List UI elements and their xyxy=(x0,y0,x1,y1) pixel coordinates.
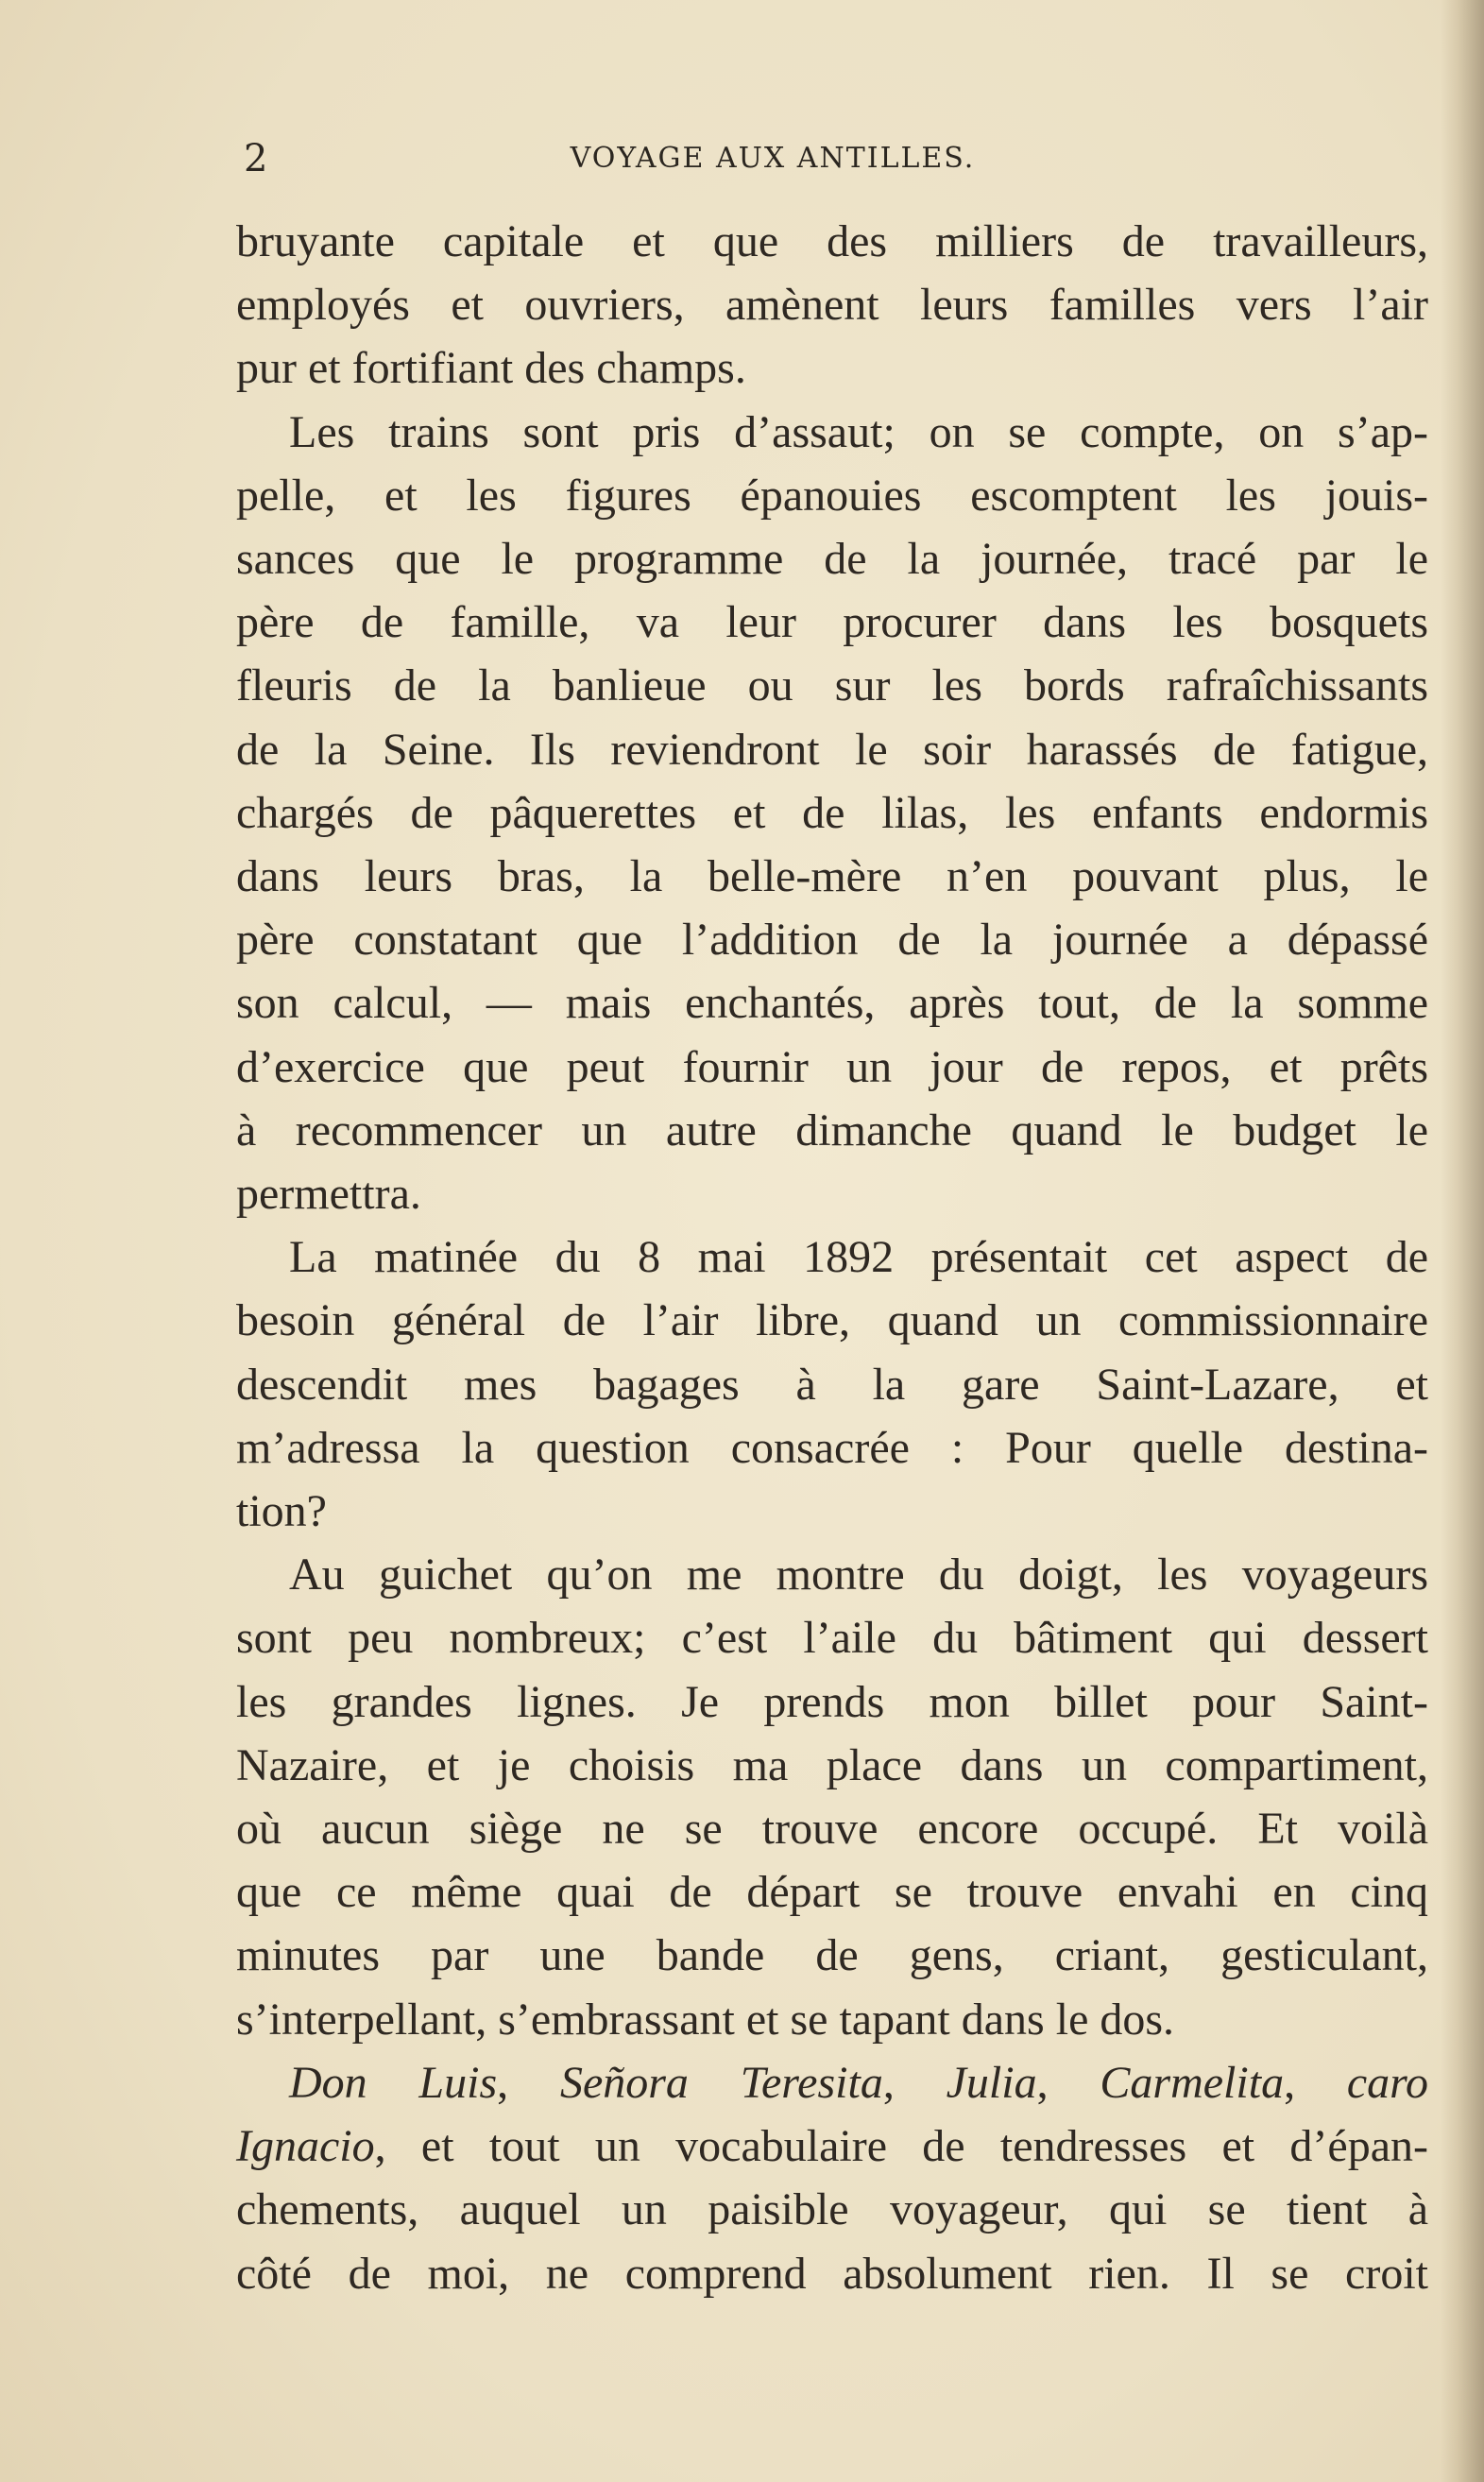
punct-span: , xyxy=(1284,2057,1347,2108)
text-line: m’adressa la question consacrée : Pour quelle destina- xyxy=(236,1422,1428,1473)
text-line: de la Seine. Ils reviendront le soir harassés de fatigue, xyxy=(236,724,1428,775)
text-line: fleuris de la banlieue ou sur les bords rafraîchissants xyxy=(236,660,1428,711)
text-line: père de famille, va leur procurer dans les bosquets xyxy=(236,597,1428,648)
text-line: dans leurs bras, la belle-mère n’en pouvant plus, le xyxy=(236,851,1428,902)
text-line: chargés de pâquerettes et de lilas, les enfants endormis xyxy=(236,787,1428,838)
text-line: père constatant que l’addition de la journée a dépassé xyxy=(236,915,1428,966)
text-line: où aucun siège ne se trouve encore occupé. Et voilà xyxy=(236,1804,1428,1855)
text-line: Nazaire, et je choisis ma place dans un compartiment, xyxy=(236,1739,1428,1790)
body-text xyxy=(236,210,1428,2305)
text-line: bruyante capitale et que des milliers de travailleurs, xyxy=(236,216,1428,266)
punct-span: , xyxy=(882,2057,947,2108)
punct-span: , xyxy=(497,2057,560,2108)
running-title: VOYAGE AUX ANTILLES. xyxy=(570,142,976,175)
name-span: caro xyxy=(1346,2057,1429,2108)
text-span: , et tout un vocabulaire de tendresses et d’épan- xyxy=(374,2121,1428,2172)
text-line: chements, auquel un paisible voyageur, qui se tient à xyxy=(236,2184,1428,2235)
text-line: employés et ouvriers, amènent leurs familles vers l’air xyxy=(236,280,1428,331)
text-line: sont peu nombreux; c’est l’aile du bâtiment qui dessert xyxy=(236,1613,1428,1664)
text-line: Au guichet qu’on me montre du doigt, les voyageurs xyxy=(289,1549,1428,1600)
text-line: tion? xyxy=(236,1486,327,1537)
text-line: d’exercice que peut fournir un jour de repos, et prêts xyxy=(236,1041,1428,1092)
paragraph-2 xyxy=(236,401,1428,1226)
text-line: pur et fortifiant des champs. xyxy=(236,343,746,394)
text-line: Les trains sont pris d’assaut; on se compte, on s’ap- xyxy=(289,406,1428,457)
text-line: La matinée du 8 mai 1892 présentait cet aspect de xyxy=(289,1232,1428,1283)
punct-span: , xyxy=(1036,2057,1100,2108)
paragraph-1 xyxy=(236,210,1428,401)
paragraph-3 xyxy=(236,1225,1428,1543)
text-line: les grandes lignes. Je prends mon billet pour Saint- xyxy=(236,1676,1428,1727)
text-line: permettra. xyxy=(236,1169,421,1220)
text-line: son calcul, — mais enchantés, après tout, de la somme xyxy=(236,978,1428,1029)
name-span: Señora Teresita xyxy=(559,2057,883,2108)
text-line: besoin général de l’air libre, quand un commissionnaire xyxy=(236,1295,1428,1346)
page-gutter-shadow xyxy=(1441,0,1484,2482)
text-line: descendit mes bagages à la gare Saint-Lazare, et xyxy=(236,1359,1428,1410)
text-line: sances que le programme de la journée, tracé par le xyxy=(236,534,1428,585)
page-header xyxy=(244,130,1302,187)
text-line: à recommencer un autre dimanche quand le budget le xyxy=(236,1104,1428,1155)
text-line-rich xyxy=(236,2051,1428,2114)
text-line: pelle, et les figures épanouies escomptent les jouis- xyxy=(236,470,1428,521)
name-span: Don Luis xyxy=(289,2057,498,2108)
text-line: minutes par une bande de gens, criant, gesticulant, xyxy=(236,1930,1428,1981)
text-line: s’interpellant, s’embrassant et se tapant dans le dos. xyxy=(236,1994,1175,2045)
text-line-rich xyxy=(236,2114,1428,2178)
paragraph-5 xyxy=(236,2051,1428,2305)
name-span: Julia xyxy=(946,2057,1037,2108)
name-span: Carmelita xyxy=(1100,2057,1285,2108)
text-line: côté de moi, ne comprend absolument rien. Il se croit xyxy=(236,2248,1428,2299)
name-span: Ignacio xyxy=(236,2121,375,2172)
text-line: que ce même quai de départ se trouve envahi en cinq xyxy=(236,1867,1428,1918)
paragraph-4 xyxy=(236,1543,1428,2051)
page-number: 2 xyxy=(244,137,268,180)
